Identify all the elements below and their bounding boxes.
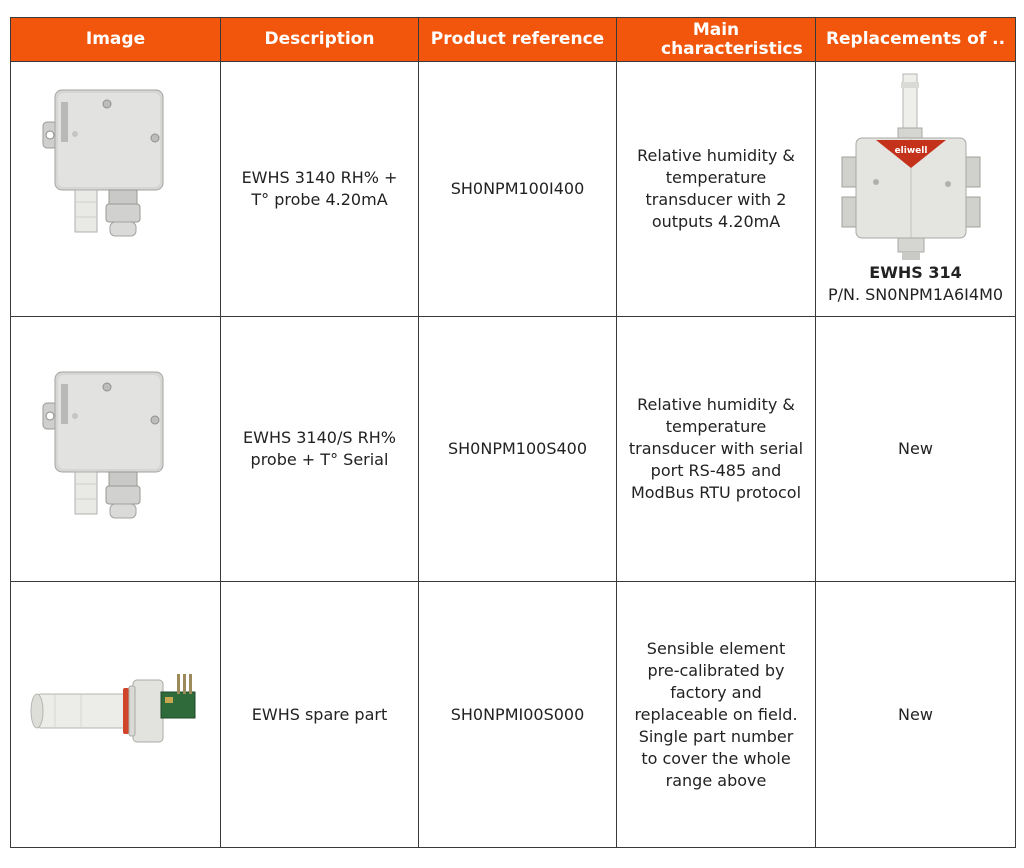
- replacement-part-number: P/N. SN0NPM1A6I4M0: [827, 285, 1004, 304]
- header-image: Image: [11, 18, 221, 62]
- header-description: Description: [221, 18, 419, 62]
- description-cell: EWHS 3140/S RH% probe + T° Serial: [221, 317, 419, 582]
- eliwell-logo: eliwell: [894, 146, 927, 156]
- ewhs-314-image: [816, 72, 1016, 262]
- header-row: [11, 18, 1016, 62]
- humidity-transducer-image: [11, 62, 221, 316]
- header-main-characteristics: Main characteristics: [617, 18, 816, 62]
- replacement-cell: New: [816, 317, 1016, 582]
- table-row: [11, 62, 1016, 317]
- description-cell: EWHS 3140 RH% + T° probe 4.20mA: [221, 62, 419, 317]
- characteristics-cell: Sensible element pre-calibrated by factory and replaceable on field. Single part number to cover the whole range above: [617, 582, 816, 848]
- replacement-cell: New: [816, 582, 1016, 848]
- product-image-cell: [11, 62, 221, 317]
- header-replacements: Replacements of ..: [816, 18, 1016, 62]
- description-cell: EWHS spare part: [221, 582, 419, 848]
- characteristics-cell: Relative humidity & temperature transducer with 2 outputs 4.20mA: [617, 62, 816, 317]
- product-reference-cell: SH0NPM100I400: [419, 62, 617, 317]
- characteristics-cell: Relative humidity & temperature transducer with serial port RS-485 and ModBus RTU protocol: [617, 317, 816, 582]
- humidity-transducer-serial-image: [11, 317, 221, 581]
- product-reference-cell: SH0NPMI00S000: [419, 582, 617, 848]
- product-reference-cell: SH0NPM100S400: [419, 317, 617, 582]
- replacement-name: EWHS 314: [869, 263, 962, 282]
- spare-part-sensor-image: [11, 582, 221, 847]
- product-image-cell: [11, 582, 221, 848]
- header-product-reference: Product reference: [419, 18, 617, 62]
- table-row: [11, 582, 1016, 848]
- product-image-cell: [11, 317, 221, 582]
- table-row: [11, 317, 1016, 582]
- product-table: [10, 17, 1016, 848]
- replacement-cell: [816, 62, 1016, 317]
